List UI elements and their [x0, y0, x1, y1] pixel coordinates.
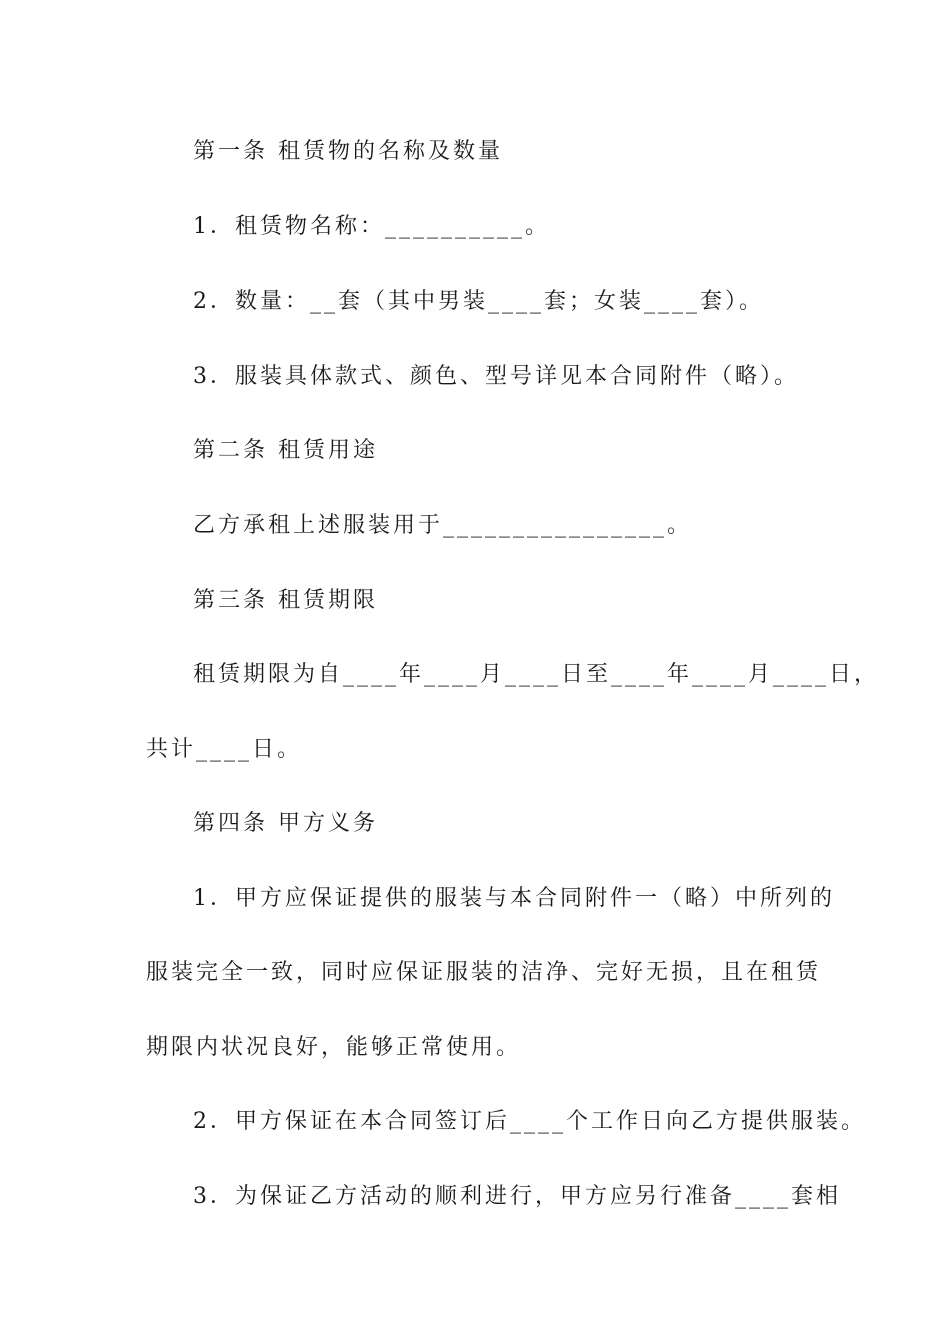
article-2-body: 乙方承租上述服装用于________________。 [193, 513, 693, 538]
article-2-heading: 第二条 租赁用途 [193, 438, 378, 463]
article-1-heading: 第一条 租赁物的名称及数量 [193, 139, 503, 164]
article-1-item-1: 1．租赁物名称：__________。 [193, 214, 550, 239]
article-4-item-3-line-1: 3．为保证乙方活动的顺利进行，甲方应另行准备____套相 [193, 1184, 841, 1209]
article-3-body-line-1: 租赁期限为自____年____月____日至____年____月____日， [193, 662, 880, 687]
article-4-item-1-line-1: 1．甲方应保证提供的服装与本合同附件一（略）中所列的 [193, 886, 835, 911]
article-4-heading: 第四条 甲方义务 [193, 811, 378, 836]
article-4-item-2: 2．甲方保证在本合同签订后____个工作日向乙方提供服装。 [193, 1109, 866, 1134]
article-3-body-line-2: 共计____日。 [146, 737, 303, 762]
article-4-item-1-line-3: 期限内状况良好，能够正常使用。 [146, 1035, 522, 1060]
article-3-heading: 第三条 租赁期限 [193, 588, 378, 613]
article-4-item-1-line-2: 服装完全一致，同时应保证服装的洁净、完好无损，且在租赁 [146, 960, 822, 985]
article-1-item-2: 2．数量：__套（其中男装____套；女装____套）。 [193, 289, 764, 314]
article-1-item-3: 3．服装具体款式、颜色、型号详见本合同附件（略）。 [193, 364, 799, 389]
